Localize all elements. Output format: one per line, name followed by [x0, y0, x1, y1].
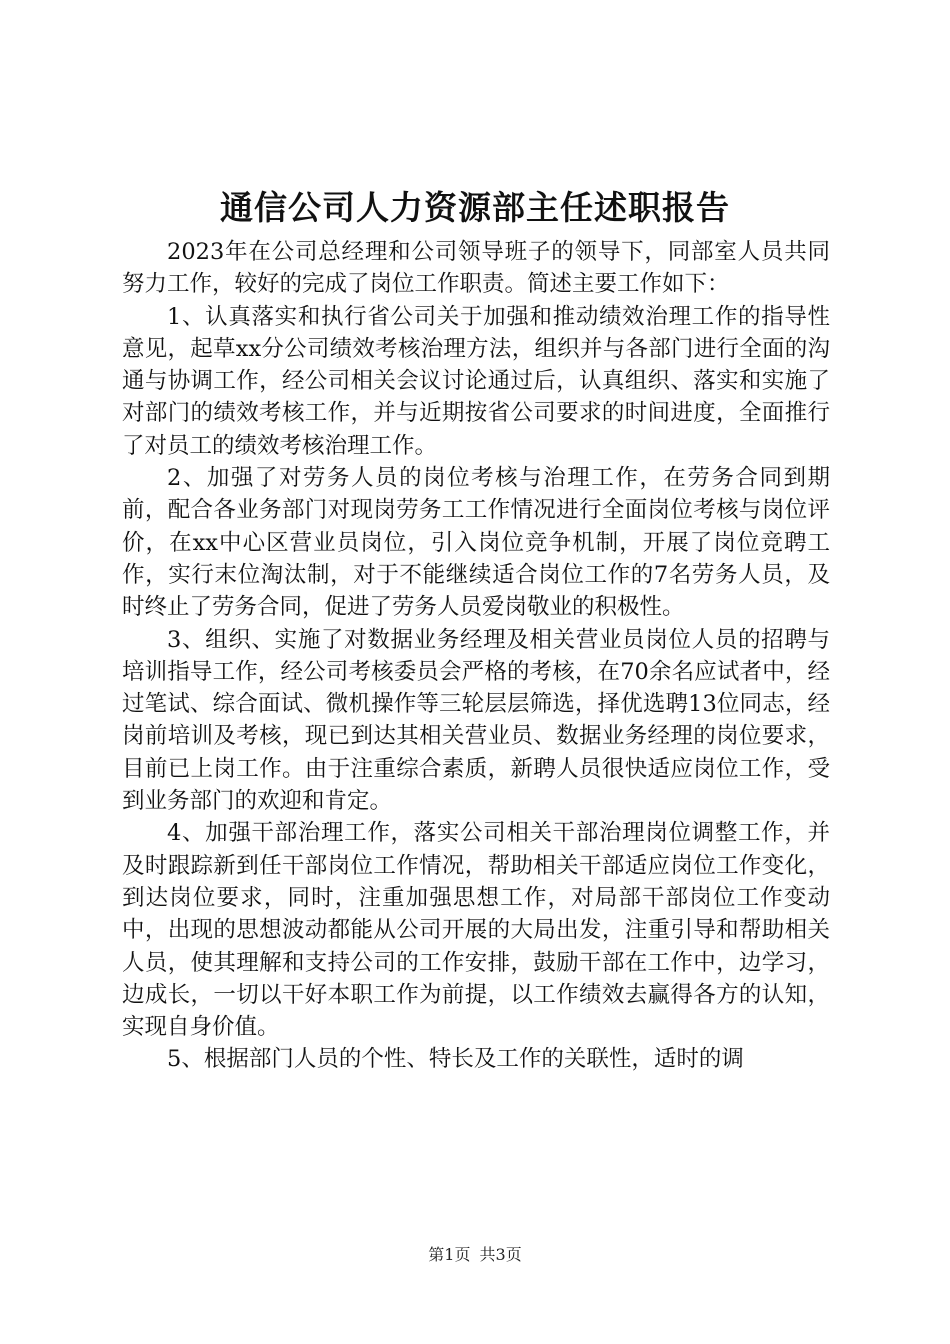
- page-total: 共3页: [479, 1245, 522, 1264]
- paragraph-item-3: 3、组织、实施了对数据业务经理及相关营业员岗位人员的招聘与培训指导工作，经公司考核委员会严格的考核，在70余名应试者中，经过笔试、综合面试、微机操作等三轮层层筛选，择优选聘13位同志，经岗前培训及考核，现已到达其相关营业员、数据业务经理的岗位要求，目前已上岗工作。由于注重综合素质，新聘人员很快适应岗位工作，受到业务部门的欢迎和肯定。: [122, 626, 830, 815]
- document-body: [122, 236, 830, 1076]
- document-title: 通信公司人力资源部主任述职报告: [220, 188, 730, 227]
- paragraph-item-5: 5、根据部门人员的个性、特长及工作的关联性，适时的调: [167, 1046, 744, 1073]
- page-footer: [0, 1243, 950, 1267]
- page-number: 第1页: [428, 1245, 471, 1264]
- paragraph-item-4: 4、加强干部治理工作，落实公司相关干部治理岗位调整工作，并及时跟踪新到任干部岗位工作情况，帮助相关干部适应岗位工作变化，到达岗位要求，同时，注重加强思想工作，对局部干部岗位工作变动中，出现的思想波动都能从公司开展的大局出发，注重引导和帮助相关人员，使其理解和支持公司的工作安排，鼓励干部在工作中，边学习，边成长，一切以干好本职工作为前提，以工作绩效去赢得各方的认知，实现自身价值。: [122, 820, 830, 1041]
- paragraph-item-1: 1、认真落实和执行省公司关于加强和推动绩效治理工作的指导性意见，起草xx分公司绩效考核治理方法，组织并与各部门进行全面的沟通与协调工作，经公司相关会议讨论通过后，认真组织、落实和实施了对部门的绩效考核工作，并与近期按省公司要求的时间进度，全面推行了对员工的绩效考核治理工作。: [122, 303, 830, 459]
- paragraph-item-2: 2、加强了对劳务人员的岗位考核与治理工作，在劳务合同到期前，配合各业务部门对现岗劳务工工作情况进行全面岗位考核与岗位评价，在xx中心区营业员岗位，引入岗位竞争机制，开展了岗位竞聘工作，实行末位淘汰制，对于不能继续适合岗位工作的7名劳务人员，及时终止了劳务合同，促进了劳务人员爱岗敬业的积极性。: [122, 465, 830, 621]
- paragraph-intro: 2023年在公司总经理和公司领导班子的领导下，同部室人员共同努力工作，较好的完成了岗位工作职责。简述主要工作如下：: [122, 239, 830, 298]
